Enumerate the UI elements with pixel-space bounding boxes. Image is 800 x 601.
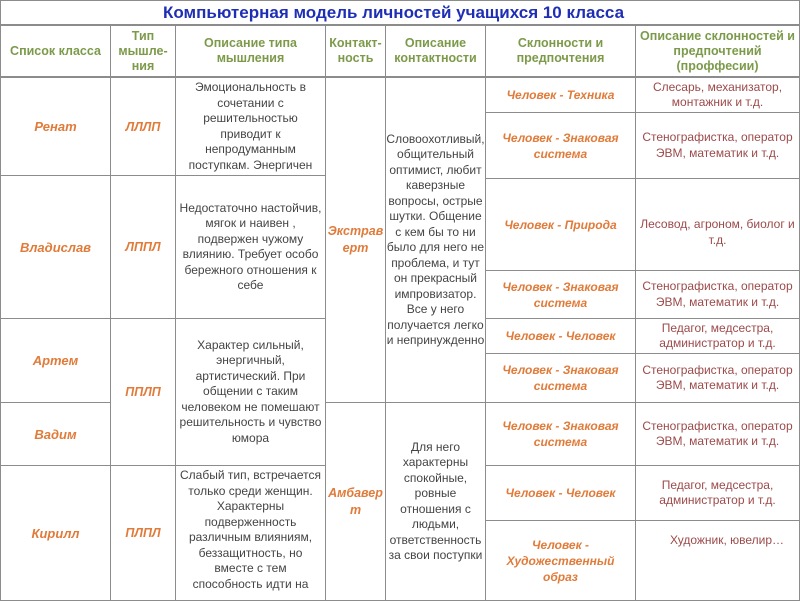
header-thinking-desc: Описание типа мышления — [175, 25, 326, 78]
preference-type: Человек - Знаковая система — [485, 353, 636, 403]
student-name-renat: Ренат — [0, 77, 111, 176]
student-name-artem: Артем — [0, 318, 111, 403]
thinking-desc-renat: Эмоциональность в сочетании с решительностью приводит к непродуманным поступкам. Энергичен — [175, 77, 326, 176]
contact-desc-ambivert: Для него характерны спокойные, ровные отношения с людьми, ответственность за свои поступки — [385, 402, 486, 601]
thinking-type-vladislav: ЛППЛ — [110, 175, 176, 319]
preference-type: Человек - Техника — [485, 77, 636, 113]
header-preferences-desc: Описание склонностей и предпочтений (проффесии) — [635, 25, 800, 78]
student-name-vadim: Вадим — [0, 402, 111, 466]
contact-desc-extravert: Словоохотливый, общительный оптимист, любит каверзные вопросы, острые шутки. Общение с кем бы то ни было для него не проблема, и тут он прекрасный импровизатор. Все у него получается легко и непринужденно — [385, 77, 486, 403]
contact-type-ambivert: Амбаверт — [325, 402, 386, 601]
preference-type: Человек - Природа — [485, 178, 636, 271]
header-contact-desc: Описание контактности — [385, 25, 486, 78]
profession-list: Педагог, медсестра, администратор и т.д. — [635, 465, 800, 521]
thinking-type-artem-vadim: ППЛП — [110, 318, 176, 466]
profession-list: Художник, ювелир… — [635, 520, 800, 601]
profession-list: Стенографистка, оператор ЭВМ, математик и т.д. — [635, 402, 800, 466]
header-preferences: Склонности и предпочтения — [485, 25, 636, 78]
profession-list: Лесовод, агроном, биолог и т.д. — [635, 178, 800, 271]
header-thinking-type: Тип мышле-ния — [110, 25, 176, 78]
thinking-desc-kirill: Слабый тип, встречается только среди женщин. Характерны подверженность различным влияниям, беззащитность, но вместе с тем способность идти на — [175, 465, 326, 601]
student-name-vladislav: Владислав — [0, 175, 111, 319]
profession-list: Стенографистка, оператор ЭВМ, математик и т.д. — [635, 353, 800, 403]
preference-type: Человек - Художественный образ — [485, 520, 636, 601]
preference-type: Человек - Человек — [485, 318, 636, 354]
preference-type: Человек - Знаковая система — [485, 112, 636, 179]
contact-type-extravert: Экстраверт — [325, 77, 386, 403]
table-title: Компьютерная модель личностей учащихся 10 класса — [0, 0, 800, 26]
thinking-type-renat: ЛЛЛП — [110, 77, 176, 176]
header-contact: Контакт-ность — [325, 25, 386, 78]
preference-type: Человек - Знаковая система — [485, 270, 636, 319]
profession-list: Слесарь, механизатор, монтажник и т.д. — [635, 77, 800, 113]
profession-list: Педагог, медсестра, администратор и т.д. — [635, 318, 800, 354]
thinking-desc-artem-vadim: Характер сильный, энергичный, артистический. При общении с таким человеком не помешают решительность и чувство юмора — [175, 318, 326, 466]
thinking-type-kirill: ПЛПЛ — [110, 465, 176, 601]
profession-list: Стенографистка, оператор ЭВМ, математик и т.д. — [635, 270, 800, 319]
student-name-kirill: Кирилл — [0, 465, 111, 601]
header-class-list: Список класса — [0, 25, 111, 78]
preference-type: Человек - Человек — [485, 465, 636, 521]
thinking-desc-vladislav: Недостаточно настойчив, мягок и наивен , подвержен чужому влиянию. Требует особо бережного отношения к себе — [175, 175, 326, 319]
profession-list: Стенографистка, оператор ЭВМ, математик и т.д. — [635, 112, 800, 179]
preference-type: Человек - Знаковая система — [485, 402, 636, 466]
